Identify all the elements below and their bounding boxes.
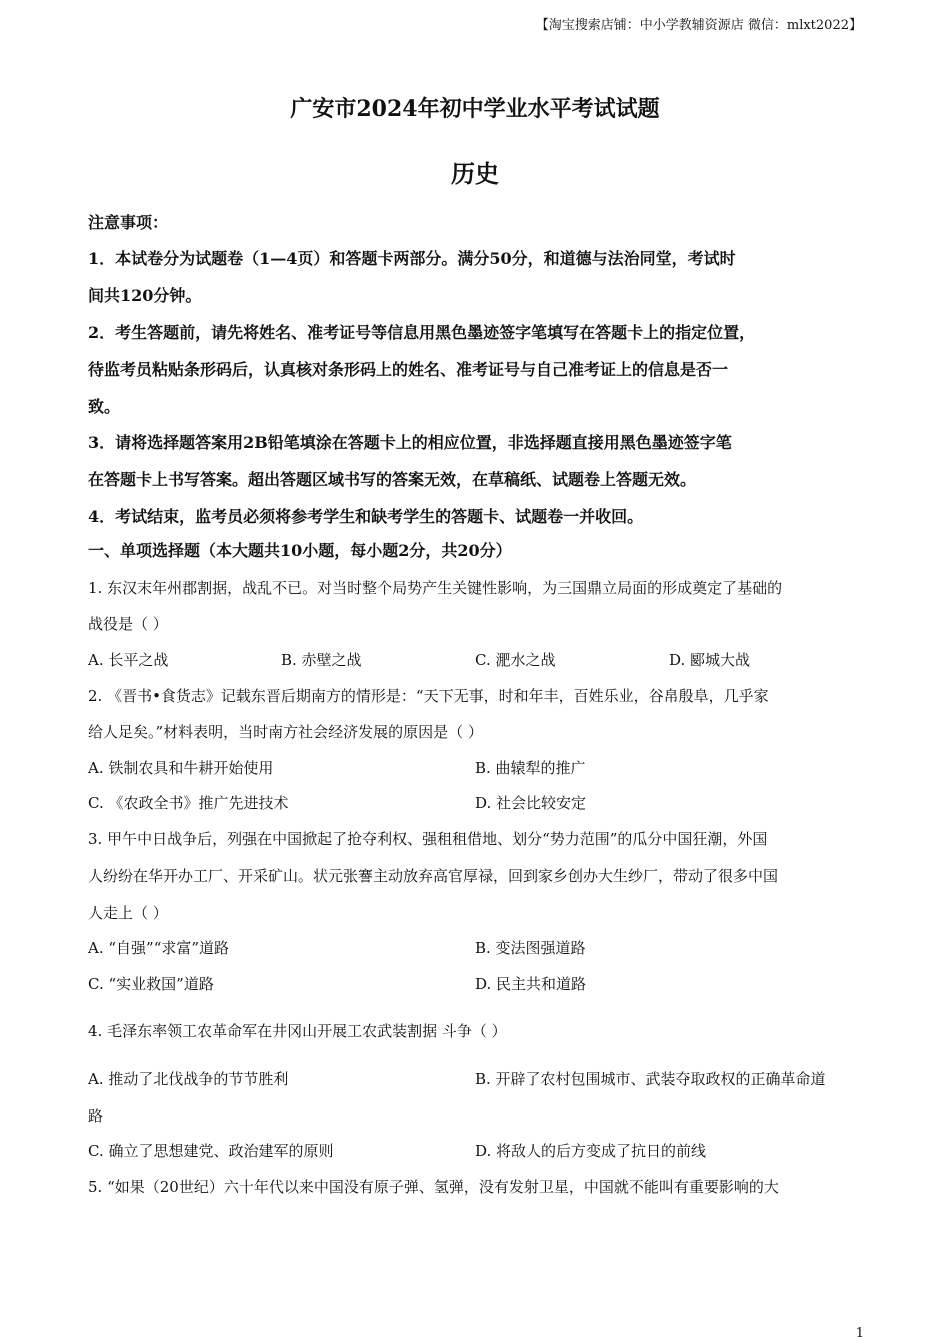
question-2-option-c: C. 《农政全书》推广先进技术	[88, 794, 289, 812]
question-4-option-b-continued: 路	[88, 1107, 104, 1125]
question-1-stem: 战役是（ ）	[88, 615, 168, 633]
subject-title: 历史	[451, 159, 499, 188]
question-1-option-c: C. 淝水之战	[475, 651, 556, 669]
question-2-option-b: B. 曲辕犁的推广	[475, 759, 586, 777]
question-2-option-d: D. 社会比较安定	[475, 794, 587, 812]
question-3-stem: 人走上（ ）	[88, 904, 168, 922]
question-1-option-b: B. 赤壁之战	[281, 651, 362, 669]
question-3-option-a: A. “自强”“求富”道路	[88, 939, 230, 957]
notice-line: 4．考试结束，监考员必须将参考学生和缺考学生的答题卡、试题卷一并收回。	[88, 507, 644, 526]
notice-line: 在答题卡上书写答案。超出答题区域书写的答案无效，在草稿纸、试题卷上答题无效。	[88, 470, 697, 489]
notice-line: 1．本试卷分为试题卷（1—4页）和答题卡两部分。满分50分，和道德与法治同堂，考试时	[88, 249, 736, 268]
question-2-stem: 给人足矣。”材料表明，当时南方社会经济发展的原因是（ ）	[88, 723, 483, 741]
question-3-stem: 3. 甲午中日战争后，列强在中国掀起了抢夺利权、强租租借地、划分“势力范围”的瓜分中国狂潮，外国	[88, 830, 768, 848]
question-5-stem: 5. “如果（20世纪）六十年代以来中国没有原子弹、氢弹，没有发射卫星，中国就不能叫有重要影响的大	[88, 1178, 779, 1196]
notice-line: 致。	[88, 397, 121, 416]
question-3-option-b: B. 变法图强道路	[475, 939, 586, 957]
section-heading: 一、单项选择题（本大题共10小题，每小题2分，共20分）	[88, 541, 512, 560]
question-3-stem: 人纷纷在华开办工厂、开采矿山。状元张謇主动放弃高官厚禄，回到家乡创办大生纱厂，带动了很多中国	[88, 867, 779, 885]
question-4-option-b: B. 开辟了农村包围城市、武装夺取政权的正确革命道	[475, 1070, 826, 1088]
notice-line: 2．考生答题前，请先将姓名、准考证号等信息用黑色墨迹签字笔填写在答题卡上的指定位置，	[88, 323, 756, 342]
question-4-option-c: C. 确立了思想建党、政治建军的原则	[88, 1142, 334, 1160]
question-3-option-c: C. “实业救国”道路	[88, 975, 214, 993]
question-1-option-a: A. 长平之战	[88, 651, 169, 669]
question-1-stem: 1. 东汉末年州郡割据，战乱不已。对当时整个局势产生关键性影响，为三国鼎立局面的形成奠定了基础的	[88, 579, 783, 597]
notice-line: 3．请将选择题答案用2B铅笔填涂在答题卡上的相应位置，非选择题直接用黑色墨迹签字笔	[88, 433, 732, 452]
notice-heading: 注意事项：	[88, 213, 169, 232]
question-4-stem: 4. 毛泽东率领工农革命军在井冈山开展工农武装割据 斗争（ ）	[88, 1022, 507, 1040]
notice-line: 间共120分钟。	[88, 286, 202, 305]
question-4-option-a: A. 推动了北伐战争的节节胜利	[88, 1070, 289, 1088]
question-2-stem: 2. 《晋书•食货志》记载东晋后期南方的情形是：“天下无事，时和年丰，百姓乐业，谷帛殷阜，几乎家	[88, 687, 769, 705]
question-1-option-d: D. 郾城大战	[669, 651, 751, 669]
exam-title: 广安市2024年初中学业水平考试试题	[290, 96, 660, 122]
notice-line: 待监考员粘贴条形码后，认真核对条形码上的姓名、准考证号与自己准考证上的信息是否一	[88, 360, 729, 379]
page-number: 1	[855, 1326, 864, 1341]
page-header: 【淘宝搜索店铺：中小学教辅资源店 微信：mlxt2022】	[535, 18, 862, 33]
question-4-option-d: D. 将敌人的后方变成了抗日的前线	[475, 1142, 707, 1160]
question-2-option-a: A. 铁制农具和牛耕开始使用	[88, 759, 274, 777]
question-3-option-d: D. 民主共和道路	[475, 975, 587, 993]
